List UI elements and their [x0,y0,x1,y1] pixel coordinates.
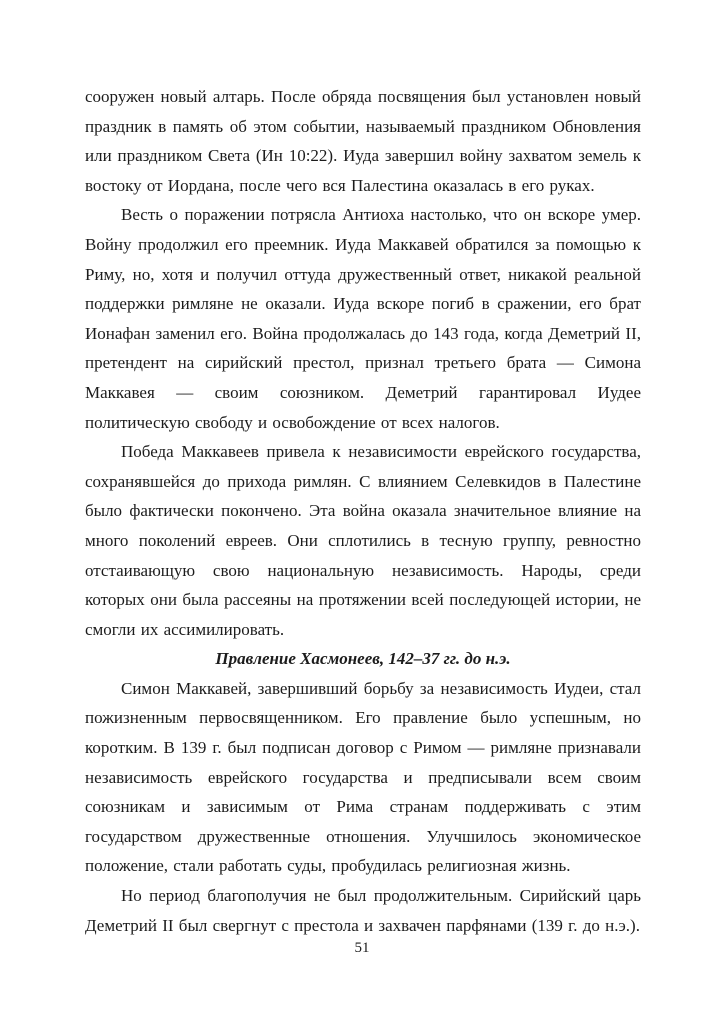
paragraph: Весть о поражении потрясла Антиоха настолько, что он вскоре умер. Войну продолжил его преемник. Иуда Маккавей обратился за помощью к Риму, но, хотя и получил оттуда дружественный ответ, никакой реальной поддержки римляне не оказали. Иуда вскоре погиб в сражении, его брат Ионафан заменил его. Война продолжалась до 143 года, когда Деметрий II, претендент на сирийский престол, признал третьего брата — Симона Маккавея — своим союзником. Деметрий гарантировал Иудее политическую свободу и освобождение от всех налогов. [85,205,641,432]
section-heading: Правление Хасмонеев, 142–37 гг. до н.э. [215,649,511,669]
paragraph-continuation: сооружен новый алтарь. После обряда посвящения был установлен новый праздник в память об этом событии, называемый праздником Обновления или праздником Света (Ин 10:22). Иуда завершил войну захватом земель к востоку от Иордана, после чего вся Палестина оказалась в его руках. [85,87,641,195]
paragraph: Победа Маккавеев привела к независимости еврейского государства, сохранявшейся до прихода римлян. С влиянием Селевкидов в Палестине было фактически покончено. Эта война оказала значительное влияние на много поколений евреев. Они сплотились в тесную группу, ревностно отстаивающую свою национальную независимость. Народы, среди которых они была рассеяны на протяжении всей последующей истории, не смогли их ассимилировать. [85,442,641,639]
paragraph: Но период благополучия не был продолжительным. Сирийский царь Деметрий II был свергнут с престола и захвачен парфянами (139 г. до н.э.). [85,886,641,935]
paragraph: Симон Маккавей, завершивший борьбу за независимость Иудеи, стал пожизненным первосвященником. Его правление было успешным, но коротким. В 139 г. был подписан договор с Римом — римляне признавали независимость еврейского государства и предписывали всем своим союзникам и зависимым от Рима странам поддерживать с этим государством дружественные отношения. Улучшилось экономическое положение, стали работать суды, пробудилась религиозная жизнь. [85,678,641,876]
page-number: 51 [354,940,370,956]
text-block [85,82,641,940]
